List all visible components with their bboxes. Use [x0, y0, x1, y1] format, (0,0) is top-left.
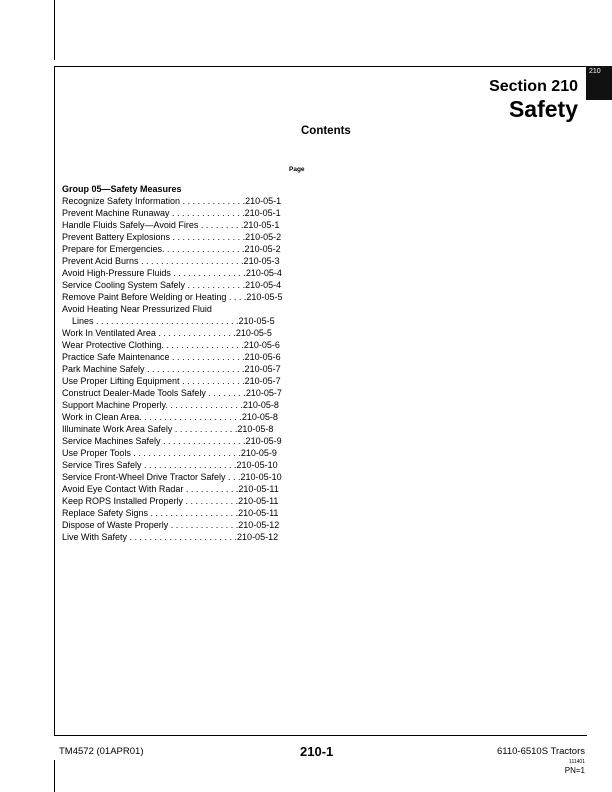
toc-entry[interactable]: Illuminate Work Area Safely . . . . . . . . . . . . .210-05-8	[62, 424, 274, 434]
section-tab: 210	[586, 66, 612, 100]
toc-entry[interactable]: Avoid High-Pressure Fluids . . . . . . . . . . . . . . .210-05-4	[62, 268, 282, 278]
footer-code: 111401	[569, 759, 585, 765]
toc-entry[interactable]: Support Machine Properly. . . . . . . . . . . . . . . .210-05-8	[62, 400, 279, 410]
toc-entry[interactable]: Work In Ventilated Area . . . . . . . . . . . . . . . .210-05-5	[62, 328, 272, 338]
toc-entry[interactable]: Work in Clean Area. . . . . . . . . . . . . . . . . . . . .210-05-8	[62, 412, 278, 422]
toc-entry[interactable]: Keep ROPS Installed Properly . . . . . . . . . . .210-05-11	[62, 496, 279, 506]
toc-entry[interactable]: Construct Dealer-Made Tools Safely . . . . . . . .210-05-7	[62, 388, 282, 398]
section-number: Section 210	[489, 78, 578, 95]
toc-entry[interactable]: Recognize Safety Information . . . . . . . . . . . . .210-05-1	[62, 196, 282, 206]
footer-page-number: 210-1	[300, 744, 334, 759]
toc-entry[interactable]: Avoid Heating Near Pressurized Fluid	[62, 304, 212, 314]
toc-entry[interactable]: Use Proper Lifting Equipment . . . . . . . . . . . . .210-05-7	[62, 376, 281, 386]
frame-left-bottom	[54, 760, 55, 792]
section-title: Safety	[508, 96, 578, 122]
frame-top-rule	[54, 66, 587, 67]
toc-entry[interactable]: Service Machines Safely . . . . . . . . . . . . . . . . .210-05-9	[62, 436, 282, 446]
toc-entry[interactable]: Park Machine Safely . . . . . . . . . . . . . . . . . . . .210-05-7	[62, 364, 281, 374]
footer-product: 6110-6510S Tractors	[496, 746, 585, 757]
toc-entry-continuation[interactable]: Lines . . . . . . . . . . . . . . . . . . . . . . . . . . . . .210-05-5	[72, 316, 275, 326]
toc-entry[interactable]: Service Tires Safely . . . . . . . . . . . . . . . . . . .210-05-10	[62, 460, 278, 470]
frame-left-main	[54, 66, 55, 736]
toc-entry[interactable]: Remove Paint Before Welding or Heating . . . .210-05-5	[62, 292, 283, 302]
toc-entry[interactable]: Prevent Battery Explosions . . . . . . . . . . . . . . .210-05-2	[62, 232, 282, 242]
toc-entry[interactable]: Live With Safety . . . . . . . . . . . . . . . . . . . . . .210-05-12	[62, 532, 279, 542]
footer-pn: PN=1	[564, 766, 585, 775]
toc-entry[interactable]: Practice Safe Maintenance . . . . . . . . . . . . . . .210-05-6	[62, 352, 281, 362]
group-heading: Group 05—Safety Measures	[62, 184, 182, 194]
toc-entry[interactable]: Avoid Eye Contact With Radar . . . . . . . . . . .210-05-11	[62, 484, 279, 494]
page-column-label: Page	[289, 166, 305, 173]
toc-entry[interactable]: Prevent Acid Burns . . . . . . . . . . . . . . . . . . . . .210-05-3	[62, 256, 280, 266]
toc-entry[interactable]: Replace Safety Signs . . . . . . . . . . . . . . . . . .210-05-11	[62, 508, 279, 518]
footer-manual-id: TM4572 (01APR01)	[59, 746, 144, 757]
toc-entry[interactable]: Handle Fluids Safely—Avoid Fires . . . . . . . . .210-05-1	[62, 220, 280, 230]
toc-entry[interactable]: Dispose of Waste Properly . . . . . . . . . . . . . .210-05-12	[62, 520, 280, 530]
toc-entry[interactable]: Service Cooling System Safely . . . . . . . . . . . .210-05-4	[62, 280, 282, 290]
toc-entry[interactable]: Prevent Machine Runaway . . . . . . . . . . . . . . .210-05-1	[62, 208, 281, 218]
frame-bottom-rule	[54, 735, 587, 736]
toc-entry[interactable]: Use Proper Tools . . . . . . . . . . . . . . . . . . . . . .210-05-9	[62, 448, 277, 458]
toc-entry[interactable]: Wear Protective Clothing. . . . . . . . . . . . . . . . .210-05-6	[62, 340, 280, 350]
toc-entry[interactable]: Service Front-Wheel Drive Tractor Safely . . .210-05-10	[62, 472, 282, 482]
contents-heading: Contents	[301, 125, 351, 137]
frame-left-top	[54, 0, 55, 60]
toc-entry[interactable]: Prepare for Emergencies. . . . . . . . . . . . . . . . .210-05-2	[62, 244, 281, 254]
toc-list	[62, 195, 310, 543]
